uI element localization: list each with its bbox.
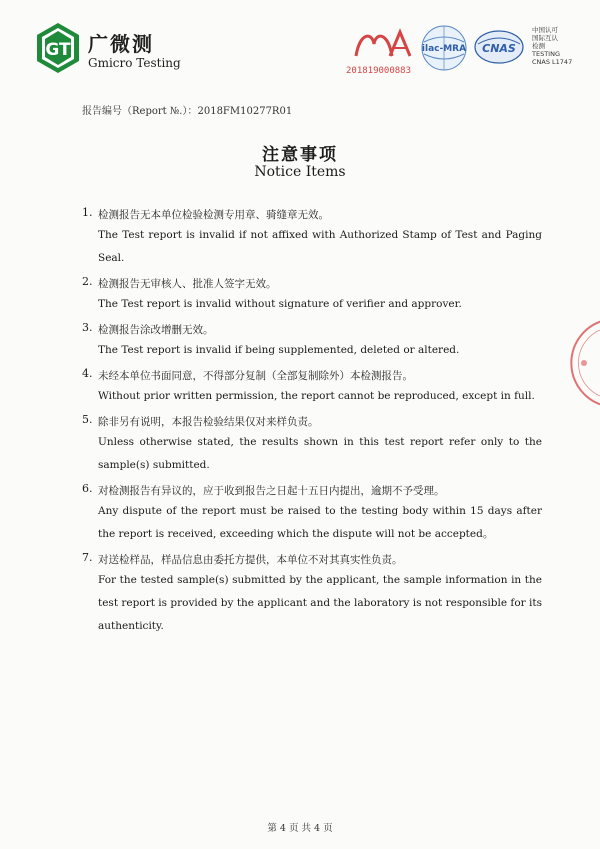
item-text-en: Without prior written permission, the report cannot be reproduced, except in full. [98, 390, 535, 402]
item-text-en: The Test report is invalid without signature of verifier and approver. [98, 298, 462, 310]
ilac-mra-icon [418, 24, 470, 72]
cnas-logo-icon [474, 30, 524, 64]
cnas-caption-line: 检测 [532, 42, 545, 50]
list-item [82, 275, 542, 316]
svg-text:GT: GT [45, 40, 71, 60]
item-number: 6. [82, 482, 93, 495]
page-footer: 第 4 页 共 4 页 [267, 823, 333, 834]
item-text-en: Any dispute of the report must be raised to the testing body within 15 days after the report is received, exceeding which the dispute will not be accepted。 [98, 505, 542, 540]
list-item [82, 482, 542, 546]
cnas-caption-line: TESTING [532, 50, 560, 58]
svg-text:CNAS: CNAS [482, 42, 516, 55]
cnas-caption-line: 国际互认 [532, 34, 558, 42]
item-text-cn: 对检测报告有异议的，应于收到报告之日起十五日内提出，逾期不予受理。 [98, 485, 445, 497]
cma-mark-icon [352, 28, 412, 60]
item-number: 4. [82, 367, 93, 380]
report-number: 报告编号（Report №.）：2018FM10277R01 [82, 106, 293, 117]
item-text-cn: 检测报告无本单位检验检测专用章、骑缝章无效。 [98, 209, 329, 221]
list-item [82, 551, 542, 638]
list-item [82, 206, 542, 270]
item-text-cn: 除非另有说明，本报告检验结果仅对来样负责。 [98, 416, 319, 428]
cnas-caption-line: CNAS L1747 [532, 58, 573, 66]
item-text-en: For the tested sample(s) submitted by the applicant, the sample information in the test report is provided by the applicant and the laboratory is not responsible for its authenticity. [98, 574, 542, 632]
item-text-en: The Test report is invalid if not affixed with Authorized Stamp of Test and Paging Seal. [98, 229, 542, 264]
item-text-en: The Test report is invalid if being supplemented, deleted or altered. [98, 344, 460, 356]
cma-number: 201819000883 [346, 66, 412, 76]
logo-name-cn: 广微测 [88, 32, 154, 56]
list-item [82, 413, 542, 477]
item-number: 1. [82, 206, 93, 219]
notice-list [82, 206, 542, 643]
item-text-cn: 未经本单位书面同意，不得部分复制（全部复制除外）本检测报告。 [98, 370, 413, 382]
cnas-caption [532, 26, 592, 66]
item-text-cn: 检测报告涂改增删无效。 [98, 324, 214, 336]
item-number: 2. [82, 275, 93, 288]
item-text-en: Unless otherwise stated, the results shown in this test report refer only to the sample(s) submitted. [98, 436, 542, 471]
item-text-cn: 对送检样品，样品信息由委托方提供，本单位不对其真实性负责。 [98, 554, 403, 566]
list-item [82, 367, 542, 408]
item-text-cn: 检测报告无审核人、批准人签字无效。 [98, 278, 277, 290]
gt-logo-icon [36, 22, 80, 74]
cnas-caption-line: 中国认可 [532, 26, 558, 34]
paging-seal-stamp-icon [548, 318, 600, 408]
item-number: 3. [82, 321, 93, 334]
list-item [82, 321, 542, 362]
svg-text:ilac-MRA: ilac-MRA [421, 44, 467, 54]
item-number: 7. [82, 551, 93, 564]
logo-name-en: Gmicro Testing [88, 56, 181, 70]
company-logo [36, 22, 206, 82]
page-title-cn: 注意事项 [262, 145, 338, 165]
certification-marks [346, 22, 586, 82]
page-title-en: Notice Items [254, 164, 346, 180]
item-number: 5. [82, 413, 93, 426]
